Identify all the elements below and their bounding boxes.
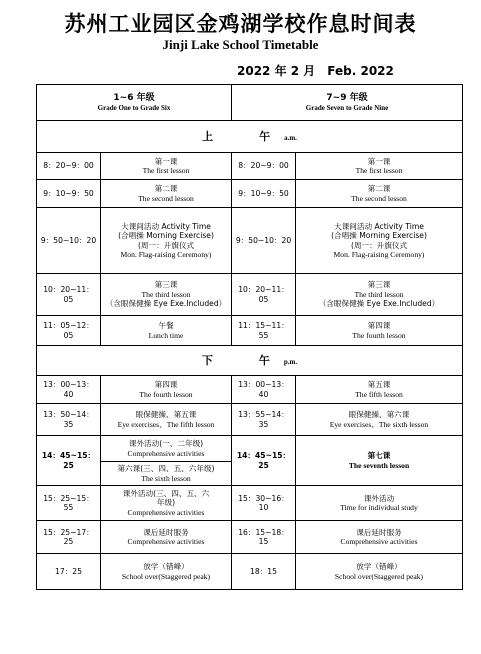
lesson-cell: 放学（错峰） School over(Staggered peak) [101, 554, 232, 590]
grade-header-right: 7~9 年级 Grade Seven to Grade Nine [232, 85, 463, 121]
time-cell: 15：30~16：10 [232, 486, 296, 521]
session-am: 上 午 a.m. [37, 121, 463, 153]
date-en: Feb. 2022 [327, 64, 394, 78]
time-cell: 8：20~9：00 [232, 153, 296, 180]
lesson-cell: 第七课 The seventh lesson [296, 436, 463, 486]
grade-header-row [37, 85, 463, 121]
lesson-cell: 课后延时服务 Comprehensive activities [296, 521, 463, 554]
table-row [37, 274, 463, 316]
lesson-cell: 大课间活动 Activity Time (合唱操 Morning Exercise) (周一：升旗仪式 Mon. Flag-raising Ceremony) [101, 208, 232, 274]
lesson-cell: 第四课 The fourth lesson [101, 376, 232, 404]
lesson-cell: 第三课 The third lesson （含眼保健操 Eye Exe.Included） [101, 274, 232, 316]
time-cell: 14：45~15：25 [232, 436, 296, 486]
time-cell: 15：25~17：25 [37, 521, 101, 554]
time-cell: 10：20~11：05 [232, 274, 296, 316]
table-row [37, 153, 463, 180]
time-cell: 9：10~9：50 [37, 180, 101, 208]
session-row-am [37, 121, 463, 153]
table-row [37, 521, 463, 554]
lesson-cell: 课外活动(三、四、五、六 年级) Comprehensive activities [101, 486, 232, 521]
timetable [36, 84, 463, 590]
page-title: 苏州工业园区金鸡湖学校作息时间表 [64, 12, 417, 36]
lesson-cell: 第四课 The fourth lesson [296, 316, 463, 346]
lesson-cell: 第六课(三、四、五、六年级) The sixth lesson [101, 462, 232, 486]
lesson-cell: 眼保健操、第五课 Eye exercises、The fifth lesson [101, 404, 232, 436]
lesson-cell: 第一课 The first lesson [296, 153, 463, 180]
session-row-pm [37, 346, 463, 376]
time-cell: 9：50~10：20 [37, 208, 101, 274]
lesson-cell: 第二课 The second lesson [296, 180, 463, 208]
time-cell: 13：50~14：35 [37, 404, 101, 436]
lesson-cell: 第一课 The first lesson [101, 153, 232, 180]
timetable-date [237, 62, 406, 79]
lesson-cell: 课外活动(一、二年级) Comprehensive activities [101, 436, 232, 462]
time-cell: 13：00~13：40 [232, 376, 296, 404]
time-cell: 17：25 [37, 554, 101, 590]
time-cell: 11：05~12：05 [37, 316, 101, 346]
lesson-cell: 眼保健操、第六课 Eye exercises、The sixth lesson [296, 404, 463, 436]
time-cell: 9：10~9：50 [232, 180, 296, 208]
lesson-cell: 第五课 The fifth lesson [296, 376, 463, 404]
table-row [37, 404, 463, 436]
lesson-cell: 午餐 Lunch time [101, 316, 232, 346]
lesson-cell: 第二课 The second lesson [101, 180, 232, 208]
time-cell: 10：20~11：05 [37, 274, 101, 316]
lesson-cell: 大课间活动 Activity Time (合唱操 Morning Exercise) (周一：升旗仪式 Mon. Flag-raising Ceremony) [296, 208, 463, 274]
lesson-cell: 课后延时服务 Comprehensive activities [101, 521, 232, 554]
table-row [37, 316, 463, 346]
time-cell: 14：45~15：25 [37, 436, 101, 486]
time-cell: 11：15~11：55 [232, 316, 296, 346]
time-cell: 15：25~15：55 [37, 486, 101, 521]
session-pm: 下 午 p.m. [37, 346, 463, 376]
table-row [37, 436, 463, 462]
lesson-cell: 第三课 The third lesson （含眼保健操 Eye Exe.Included） [296, 274, 463, 316]
table-row [37, 486, 463, 521]
table-row [37, 554, 463, 590]
time-cell: 16：15~18：15 [232, 521, 296, 554]
table-row [37, 180, 463, 208]
date-cn: 2022 年 2 月 [237, 64, 316, 78]
time-cell: 13：00~13：40 [37, 376, 101, 404]
lesson-cell: 放学（错峰） School over(Staggered peak) [296, 554, 463, 590]
table-row [37, 376, 463, 404]
page-subtitle: Jinji Lake School Timetable [162, 37, 319, 52]
time-cell: 9：50~10：20 [232, 208, 296, 274]
time-cell: 18：15 [232, 554, 296, 590]
table-row [37, 208, 463, 274]
grade-header-left: 1~6 年级 Grade One to Grade Six [37, 85, 232, 121]
lesson-cell: 课外活动 Time for individual study [296, 486, 463, 521]
time-cell: 13：55~14：35 [232, 404, 296, 436]
time-cell: 8：20~9：00 [37, 153, 101, 180]
